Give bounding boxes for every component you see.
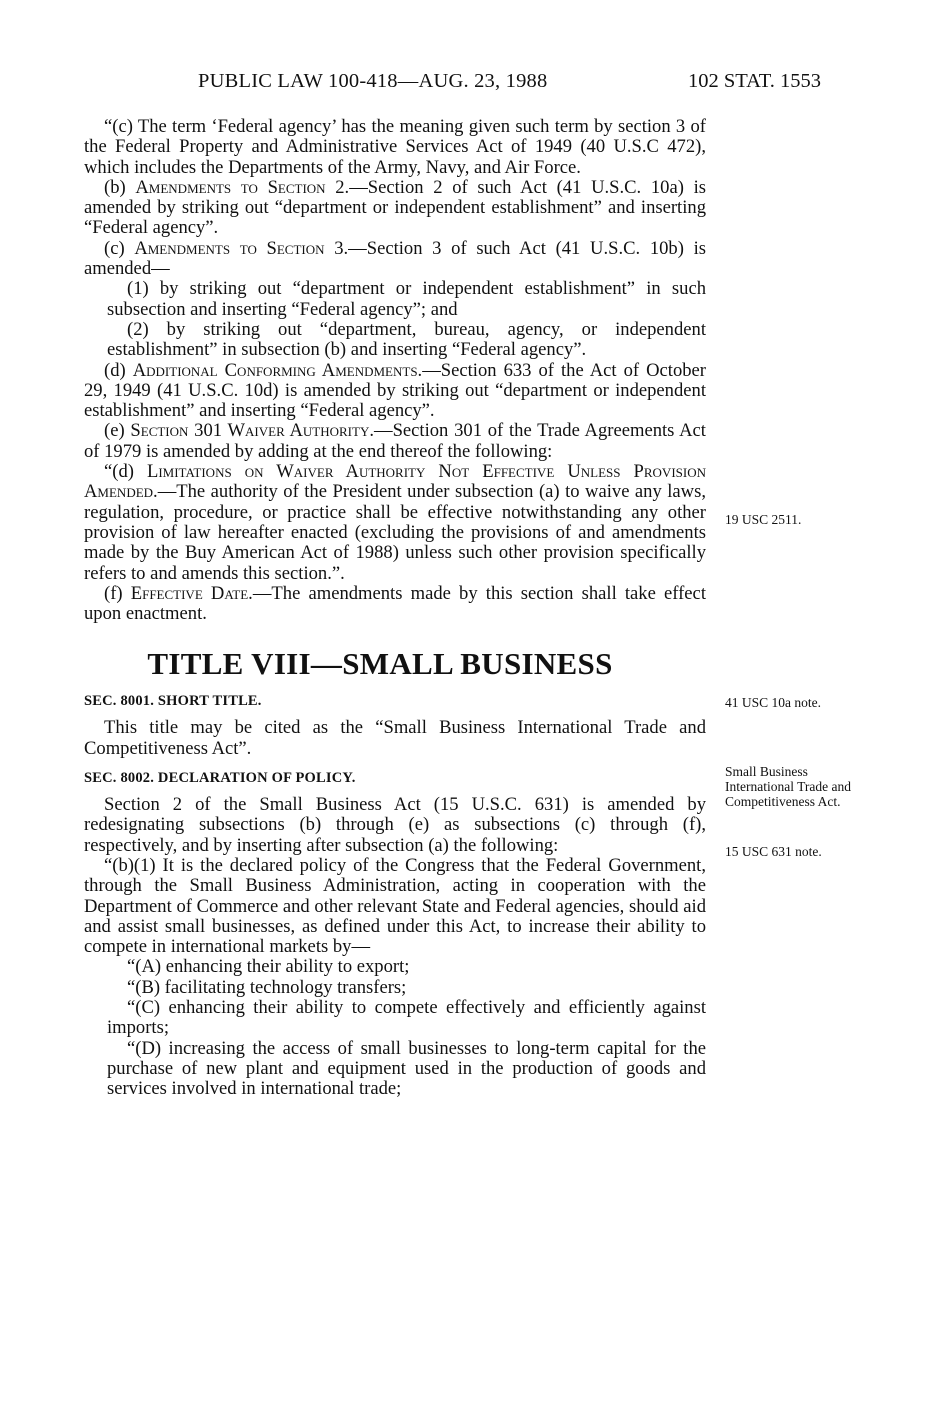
paragraph-heading: Limitations on Waiver Authority Not Effective Unless Provision Amended. — [84, 461, 706, 503]
paragraph-heading: Effective Date. — [130, 582, 253, 604]
clause-1: (1) by striking out “department or independent establishment” in such subsection and inserting “Federal agency”; and — [107, 278, 706, 320]
paragraph-label: (d) — [104, 359, 133, 381]
paragraph-f-effective-date — [84, 584, 706, 625]
paragraph-label: (c) — [104, 237, 135, 259]
section-title: SHORT TITLE. — [157, 693, 262, 710]
section-8002-policy: “(b)(1) It is the declared policy of the Congress that the Federal Government, through the Small Business Administration, acting in cooperation with the Department of Commerce and other relevant State and Federal agencies, should aid and assist small businesses, as defined under this Act, to increase their ability to compete in international markets by— — [84, 854, 706, 958]
paragraph-text: —The amendments made by this section shall take effect upon enactment. — [84, 582, 706, 625]
body-text — [84, 117, 706, 1099]
section-title: DECLARATION OF POLICY. — [157, 770, 356, 787]
clause-2: (2) by striking out “department, bureau, agency, or independent establishment” in subsection (b) and inserting “Federal agency”. — [107, 318, 706, 361]
paragraph-b-amendments-section-2 — [84, 178, 706, 239]
paragraph-heading: Amendments to Section 3. — [134, 237, 349, 259]
paragraph-label: “(d) — [104, 461, 147, 483]
paragraph-c-definition: “(c) The term ‘Federal agency’ has the meaning given such term by section 3 of the Federal Property and Administrative Services Act of 1949 (40 U.S.C 472), which includes the Departments of the Army, Navy, and Air Force. — [84, 116, 706, 178]
margin-note-act-name: Small Business International Trade and Competitiveness Act. — [725, 764, 851, 809]
section-8001-heading — [84, 692, 706, 710]
section-8002-text: Section 2 of the Small Business Act (15 U.S.C. 631) is amended by redesignating subsections (b) through (e) as subsections (c) through (f), respectively, and by inserting after subsection (a) the following: — [84, 794, 706, 856]
paragraph-c-amendments-section-3 — [84, 239, 706, 280]
policy-item-d: “(D) increasing the access of small businesses to long-term capital for the purchase of new plant and equipment used in the production of goods and services involved in international trade; — [107, 1037, 706, 1100]
page-number: 102 STAT. 1553 — [688, 70, 821, 92]
paragraph-heading: Additional Conforming Amendments. — [132, 359, 423, 381]
paragraph-text: —Section 2 of such Act (41 U.S.C. 10a) is amended by striking out “department or independent establishment” and inserting “Federal agency”. — [84, 176, 706, 239]
paragraph-label: (e) — [104, 420, 131, 442]
section-8001-text: This title may be cited as the “Small Business International Trade and Competitiveness Act”. — [84, 717, 706, 759]
title-heading: TITLE VIII—SMALL BUSINESS — [147, 646, 613, 682]
paragraph-e-waiver-authority — [84, 421, 706, 462]
policy-item-b: “(B) facilitating technology transfers; — [127, 976, 407, 998]
margin-note-19-usc-2511: 19 USC 2511. — [725, 512, 802, 527]
paragraph-text: —Section 3 of such Act (41 U.S.C. 10b) is amended— — [84, 237, 706, 280]
section-number: SEC. 8001. — [84, 693, 155, 710]
running-head: PUBLIC LAW 100-418—AUG. 23, 1988 — [198, 70, 548, 92]
paragraph-text: —Section 633 of the Act of October 29, 1949 (41 U.S.C. 10d) is amended by striking out “department or independent establishment” and inserting “Federal agency”. — [84, 359, 706, 422]
paragraph-d-limitations — [84, 462, 706, 584]
page-header — [0, 70, 945, 100]
paragraph-heading: Section 301 Waiver Authority. — [130, 420, 374, 442]
policy-item-a: “(A) enhancing their ability to export; — [127, 956, 410, 978]
policy-item-c: “(C) enhancing their ability to compete effectively and efficiently against imports; — [107, 996, 706, 1039]
section-number: SEC. 8002. — [84, 770, 155, 787]
paragraph-d-conforming-amendments — [84, 361, 706, 422]
paragraph-heading: Amendments to Section 2. — [135, 176, 350, 198]
paragraph-text: —Section 301 of the Trade Agreements Act of 1979 is amended by adding at the end thereof the following: — [84, 420, 706, 462]
section-8002-heading — [84, 769, 706, 787]
paragraph-label: (f) — [104, 582, 131, 604]
paragraph-label: (b) — [104, 176, 136, 198]
margin-note-41-usc-10a: 41 USC 10a note. — [725, 695, 821, 710]
margin-note-15-usc-631: 15 USC 631 note. — [725, 844, 822, 859]
paragraph-text: —The authority of the President under subsection (a) to waive any laws, regulation, procedure, or practice shall be effective notwithstanding any other provision of law hereafter enacted (excluding the provisions of and amendments made by the Buy American Act of 1988) unless such other provision specifically refers to and amends this section.”. — [84, 481, 706, 584]
